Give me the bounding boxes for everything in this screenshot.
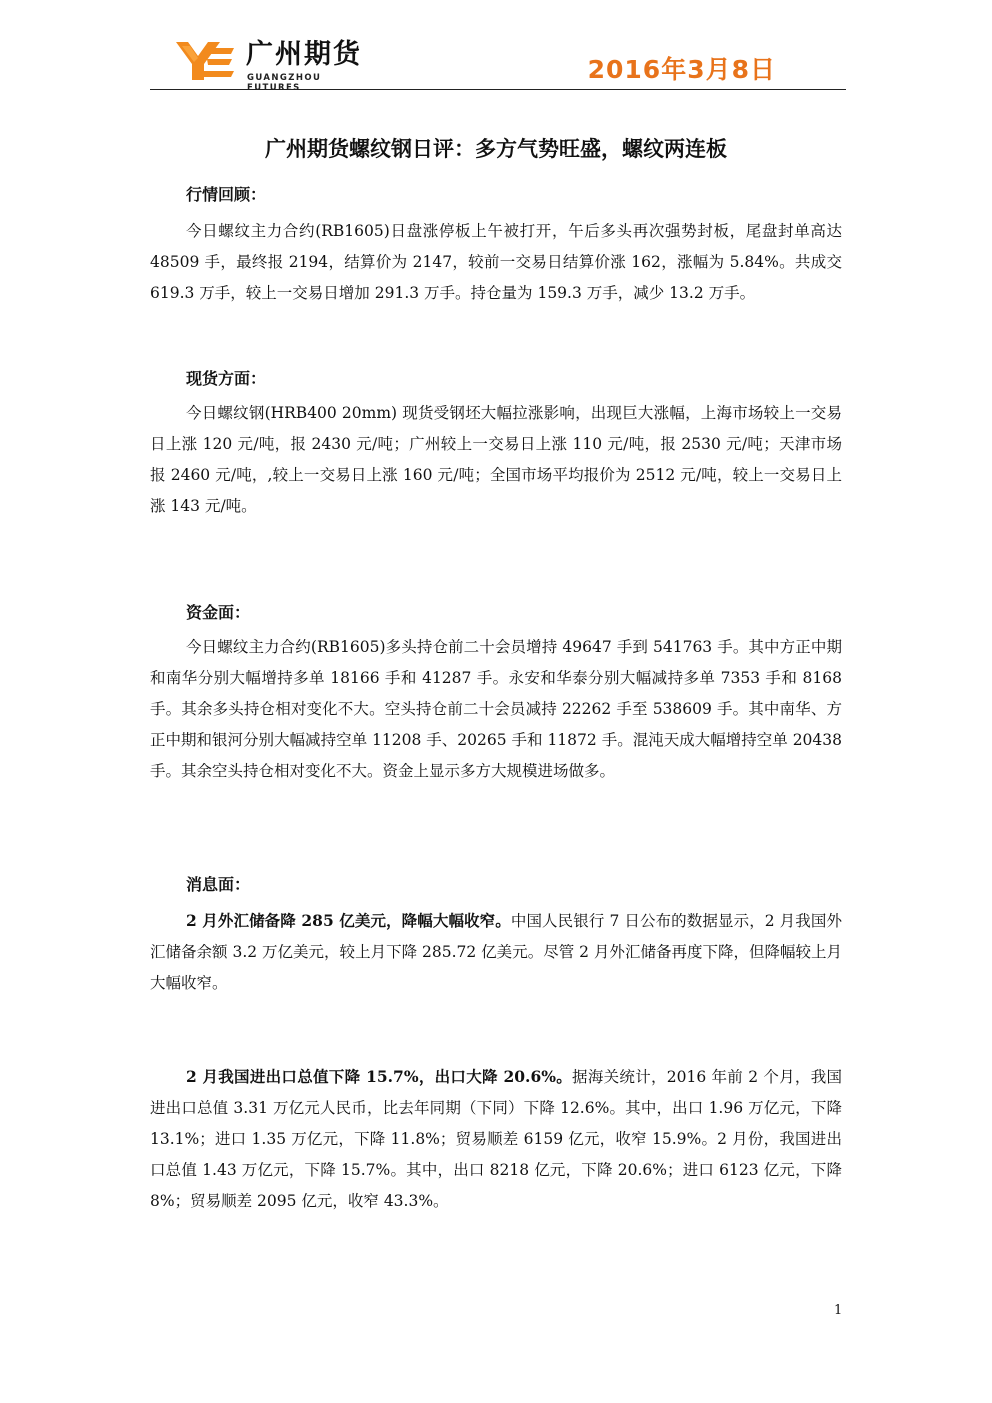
logo-english-name: GUANGZHOU FUTURES [247, 73, 322, 93]
news-headline-forex: 2 月外汇储备降 285 亿美元，降幅大幅收窄。 [186, 911, 511, 930]
section-heading-capital: 资金面： [186, 603, 251, 622]
company-logo [174, 38, 374, 93]
page-number: 1 [834, 1303, 843, 1318]
logo-chinese-name: 广州期货 [246, 39, 362, 70]
paragraph-capital: 今日螺纹主力合约(RB1605)多头持仓前二十会员增持 49647 手到 541763 手。其中方正中期和南华分别大幅增持多单 18166 手和 41287 手。永安和华泰分别大幅减持多单 7353 手和 8168 手。其余多头持仓相对变化不大。空头持仓前二十会员减持 22262 手至 538609 手。其中南华、方正中期和银河分别大幅减持空单 11208 手、20265 手和 11872 手。混沌天成大幅增持空单 20438 手。其余空头持仓相对变化不大。资金上显示多方大规模进场做多。 [150, 638, 842, 780]
news-headline-trade: 2 月我国进出口总值下降 15.7%，出口大降 20.6%。 [186, 1067, 573, 1086]
header-divider [150, 89, 846, 90]
report-date: 2016年3月8日 [587, 55, 776, 84]
paragraph-news-trade [150, 1061, 842, 1217]
page-header [150, 30, 846, 93]
paragraph-spot: 今日螺纹钢(HRB400 20mm) 现货受钢坯大幅拉涨影响，出现巨大涨幅，上海市场较上一交易日上涨 120 元/吨，报 2430 元/吨；广州较上一交易日上涨 110 元/吨，报 2530 元/吨；天津市场报 2460 元/吨，,较上一交易日上涨 160 元/吨；全国市场平均报价为 2512 元/吨，较上一交易日上涨 143 元/吨。 [150, 404, 842, 515]
paragraph-news-forex [150, 905, 842, 999]
paragraph-market-review: 今日螺纹主力合约(RB1605)日盘涨停板上午被打开，午后多头再次强势封板，尾盘封单高达 48509 手，最终报 2194，结算价为 2147，较前一交易日结算价涨 162，涨幅为 5.84%。共成交 619.3 万手，较上一交易日增加 291.3 万手。持仓量为 159.3 万手，减少 13.2 万手。 [150, 222, 842, 302]
logo-mark-icon [174, 40, 236, 82]
report-title: 广州期货螺纹钢日评：多方气势旺盛，螺纹两连板 [265, 137, 727, 161]
section-heading-market-review: 行情回顾： [186, 185, 267, 204]
section-heading-news: 消息面： [186, 875, 251, 894]
section-heading-spot: 现货方面： [186, 369, 267, 388]
news-body-trade: 据海关统计，2016 年前 2 个月，我国进出口总值 3.31 万亿元人民币，比去年同期（下同）下降 12.6%。其中，出口 1.96 万亿元，下降 13.1%；进口 1.35 万亿元，下降 11.8%；贸易顺差 6159 亿元，收窄 15.9%。2 月份，我国进出口总值 1.43 万亿元，下降 15.7%。其中，出口 8218 亿元，下降 20.6%；进口 6123 亿元，下降 8%；贸易顺差 2095 亿元，收窄 43.3%。 [150, 1068, 842, 1210]
news-body-forex: 中国人民银行 7 日公布的数据显示，2 月我国外汇储备余额 3.2 万亿美元，较上月下降 285.72 亿美元。尽管 2 月外汇储备再度下降，但降幅较上月大幅收窄。 [150, 912, 842, 992]
